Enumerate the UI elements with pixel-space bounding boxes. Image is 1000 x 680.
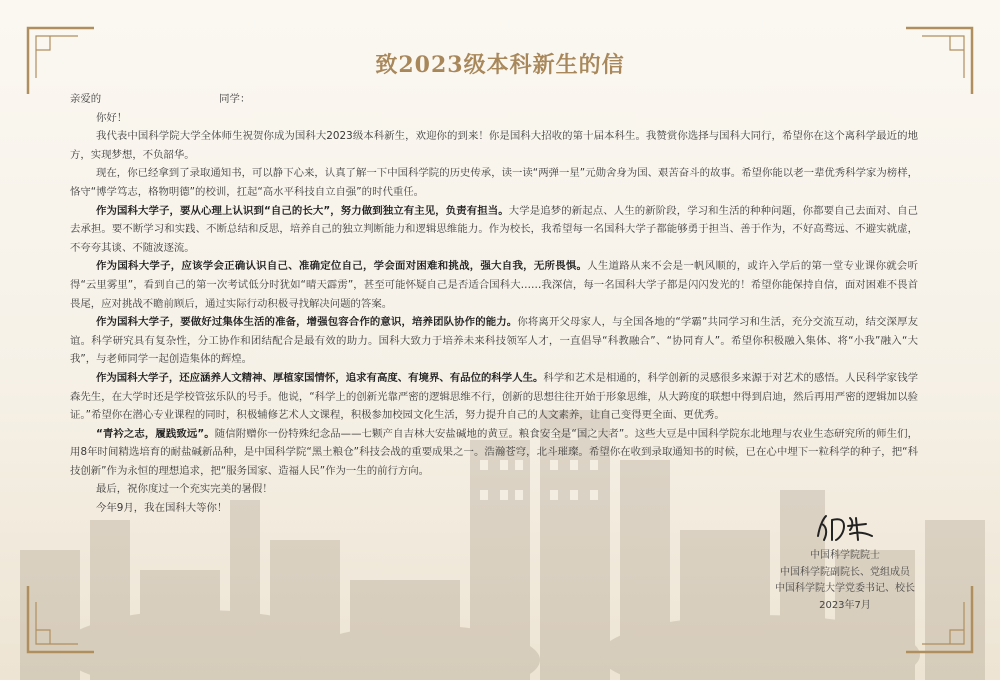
paragraph-history: 现在，你已经拿到了录取通知书，可以静下心来，认真了解一下中国科学院的历史传承，读一读“两弹一星”元勋舍身为国、艰苦奋斗的故事。希望你能以老一辈优秀科学家为榜样，恪守“博学笃志，格物明德”的校训，扛起“高水平科技自立自强”的时代重任。 bbox=[70, 167, 918, 198]
paragraph-gift bbox=[70, 425, 918, 481]
signer-title-president: 中国科学院大学党委书记、校长 bbox=[775, 583, 915, 594]
signature-block bbox=[735, 510, 955, 614]
paragraph-humanities-heading: 作为国科大学子，还应涵养人文精神、厚植家国情怀，追求有高度、有境界、有品位的科学人生。 bbox=[96, 371, 544, 384]
paragraph-teamwork bbox=[70, 313, 918, 369]
letter-body bbox=[70, 90, 918, 518]
paragraph-humanities bbox=[70, 369, 918, 425]
paragraph-summer-wish: 最后，祝你度过一个充实完美的暑假！ bbox=[96, 483, 273, 496]
letter-date: 2023年7月 bbox=[819, 599, 871, 611]
paragraph-independence bbox=[70, 202, 918, 258]
paragraph-self-knowledge-heading: 作为国科大学子，应该学会正确认识自己、准确定位自己，学会面对困难和挑战，强大自我，无所畏惧。 bbox=[96, 260, 588, 273]
paragraph-humanities-text: 科学和艺术是相通的，科学创新的灵感很多来源于对艺术的感悟。人民科学家钱学森先生，在大学时还是学校管弦乐队的号手。他说，“科学上的创新光靠严密的逻辑思维不行，创新的思想往往开始于形象思维，从大跨度的联想中得到启迪，然后再用严密的逻辑加以验证。”希望你在潜心专业课程的同时，积极辅修艺术人文课程，积极参加校园文化生活，努力提升自己的人文素养，让自己变得更全面、更优秀。 bbox=[70, 371, 918, 422]
paragraph-gift-heading: “青衿之志，履践致远”。 bbox=[96, 427, 215, 440]
hello-line: 你好！ bbox=[96, 111, 128, 124]
paragraph-closing: 今年9月，我在国科大等你！ bbox=[96, 502, 228, 515]
signer-title-vice-president: 中国科学院副院长、党组成员 bbox=[780, 566, 910, 578]
handwritten-signature bbox=[810, 510, 880, 544]
letter-title: 致2023级本科新生的信 bbox=[375, 52, 625, 78]
paragraph-teamwork-heading: 作为国科大学子，要做好过集体生活的准备，增强包容合作的意识，培养团队协作的能力。 bbox=[96, 316, 518, 329]
corner-ornament-bottom-left bbox=[26, 584, 96, 654]
signer-title-academician: 中国科学院院士 bbox=[810, 550, 880, 561]
paragraph-congratulations: 我代表中国科学院大学全体师生祝贺你成为国科大2023级本科新生，欢迎你的到来！你是国科大招收的第十届本科生。我赞赏你选择与国科大同行，希望你在这个离科学最近的地方，实现梦想，不负韶华。 bbox=[70, 130, 918, 161]
paragraph-gift-text: 随信附赠你一份特殊纪念品——七颗产自吉林大安盐碱地的黄豆。粮食安全是“国之大者”。这些大豆是中国科学院东北地理与农业生态研究所的师生们，用8年时间精选培育的耐盐碱新品种，是中国科学院“黑土粮仓”科技会战的重要成果之一。浩瀚苍穹，北斗璀璨。希望你在收到录取通知书的时候，已在心中埋下一粒科学的种子，把“科技创新”作为永恒的理想追求，把“服务国家、造福人民”作为一生的前行方向。 bbox=[70, 427, 918, 477]
greeting-text: 亲爱的 bbox=[70, 93, 102, 105]
paragraph-self-knowledge-text: 人生道路从来不会是一帆风顺的，或许入学后的第一堂专业课你就会听得“云里雾里”，看到自己的第一次考试低分时犹如“晴天霹雳”，甚至可能怀疑自己是否适合国科大……我深信，每一名国科大学子都是闪闪发光的！希望你能保持自信，面对困难不畏首畏尾，应对挑战不瞻前顾后，通过实际行动积极寻找解决问题的答案。 bbox=[70, 260, 918, 310]
greeting-suffix: 同学： bbox=[219, 93, 251, 105]
paragraph-self-knowledge bbox=[70, 257, 918, 313]
paragraph-independence-heading: 作为国科大学子，要从心理上认识到“自己的长大”，努力做到独立有主见，负责有担当。 bbox=[96, 204, 509, 217]
greeting-line bbox=[70, 90, 918, 109]
paragraph-teamwork-text: 你将离开父母家人，与全国各地的“学霸”共同学习和生活，充分交流互动，结交深厚友谊。科学研究具有复杂性，分工协作和团结配合是最有效的助力。国科大致力于培养未来科技领军人才，一直倡导“科教融合”、“协同育人”。希望你积极融入集体、将“小我”融入“大我”，与老师同学一起创造集体的辉煌。 bbox=[70, 316, 918, 366]
paragraph-independence-text: 大学是追梦的新起点、人生的新阶段，学习和生活的种种问题，你都要自己去面对、自己去承担。要不断学习和实践、不断总结和反思，培养自己的独立判断能力和逻辑思维能力。作为校长，我希望每一名国科大学子都能够勇于担当、善于作为，不好高骛远、不避实就虚，不夸夸其谈、不随波逐流。 bbox=[70, 204, 919, 254]
